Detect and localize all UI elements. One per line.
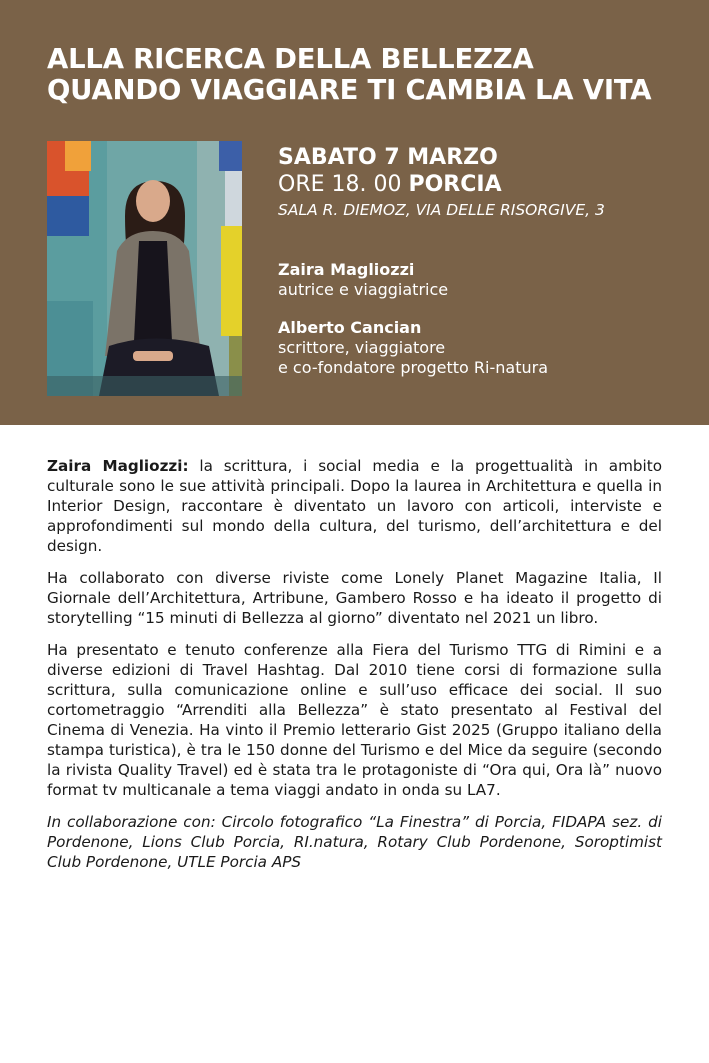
speaker-role: scrittore, viaggiatore	[278, 338, 446, 357]
bio-p1-text: la scrittura, i social media e la progettualità in ambito culturale sono le sue attività principali. Dopo la laurea in Architettura e quella in Interior Design, raccontare è diventato un lavoro con articoli, interviste e approfondimenti sul mondo della cultura, del turismo, dell’architettura e del design.	[47, 457, 663, 555]
title-line-2: QUANDO VIAGGIARE TI CAMBIA LA VITA	[47, 74, 652, 106]
bio-paragraph-1	[47, 456, 662, 556]
bio-paragraph-3: Ha presentato e tenuto conferenze alla Fiera del Turismo TTG di Rimini e a diverse edizioni di Travel Hashtag. Dal 2010 tiene corsi di formazione sulla scrittura, sulla comunicazione online e sull’uso efficace dei social. Il suo cortometraggio “Arrenditi alla Bellezza” è stato presentato al Festival del Cinema di Venezia. Ha vinto il Premio letterario Gist 2025 (Gruppo italiano della stampa turistica), è tra le 150 donne del Turismo e del Mice da seguire (secondo la rivista Quality Travel) ed è stata tra le protagoniste di “Ora qui, Ora là” nuovo format tv multicanale a tema viaggi andato in onda su LA7.	[47, 641, 662, 799]
title-line-1: ALLA RICERCA DELLA BELLEZZA	[47, 43, 534, 75]
speaker-2	[278, 317, 698, 378]
speaker-name: Alberto Cancian	[278, 318, 422, 337]
speaker-name: Zaira Magliozzi	[278, 260, 415, 279]
event-title	[47, 44, 687, 106]
bio-lead: Zaira Magliozzi:	[47, 457, 189, 475]
speaker-role: autrice e viaggiatrice	[278, 280, 449, 299]
event-venue: SALA R. DIEMOZ, VIA DELLE RISORGIVE, 3	[278, 201, 605, 219]
event-date: SABATO 7 MARZO	[278, 145, 498, 170]
collaboration-note: In collaborazione con: Circolo fotografico “La Finestra” di Porcia, FIDAPA sez. di Pordenone, Lions Club Porcia, RI.natura, Rotary Club Pordenone, Soroptimist Club Pordenone, UTLE Porcia APS	[47, 813, 662, 871]
header-banner	[0, 0, 709, 425]
event-time-location	[278, 171, 698, 199]
bio-paragraph-2: Ha collaborato con diverse riviste come Lonely Planet Magazine Italia, Il Giornale dell’Architettura, Artribune, Gambero Rosso e ha ideato il progetto di storytelling “15 minuti di Bellezza al giorno” diventato nel 2021 un libro.	[47, 569, 662, 627]
speaker-role-cont: e co-fondatore progetto Ri-natura	[278, 358, 548, 377]
bio-text	[47, 456, 662, 884]
speaker-1	[278, 259, 698, 300]
event-city: PORCIA	[408, 172, 502, 197]
event-time: ORE 18. 00	[278, 172, 402, 197]
event-info	[278, 144, 698, 378]
speaker-photo	[47, 141, 242, 396]
